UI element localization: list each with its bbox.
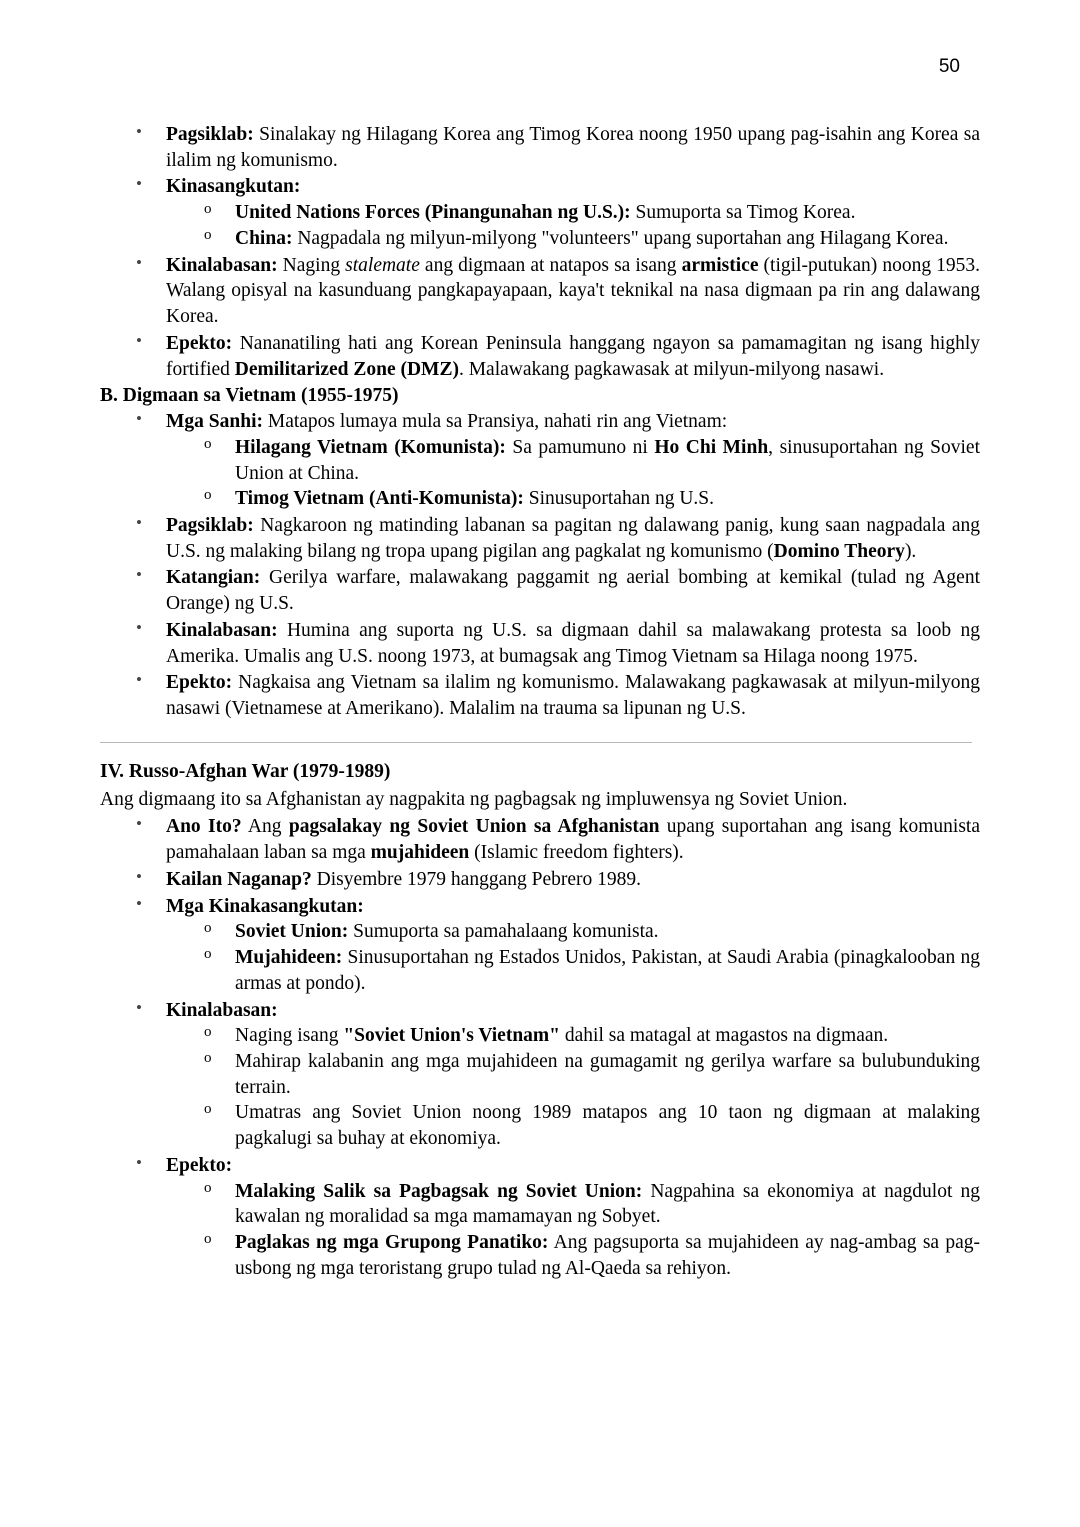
list-item (134, 253, 980, 330)
list-item-text: Sinusuportahan ng Estados Unidos, Pakistan, at Saudi Arabia (pinagkalooban ng armas at pondo). (235, 947, 980, 994)
list-item-text: Naging stalemate ang digmaan at natapos sa isang armistice (tigil-putukan) noong 1953. Walang opisyal na kasunduang pangkapayapaan, kaya't teknikal na nasa digmaan pa rin ang dalawang Korea. (166, 254, 980, 328)
list-item-label: Timog Vietnam (Anti-Komunista): (235, 488, 524, 510)
list-item (134, 998, 980, 1152)
list-item-label: Kinalabasan: (166, 254, 278, 276)
list-item-label: Ano Ito? (166, 816, 242, 838)
list-item-text: Gerilya warfare, malawakang paggamit ng aerial bombing at kemikal (tulad ng Agent Orange) ng U.S. (166, 567, 980, 615)
list-item-text: Matapos lumaya mula sa Pransiya, nahati rin ang Vietnam: (262, 411, 728, 433)
korea-war-list (100, 122, 980, 382)
list-item-label: Pagsiklab: (166, 124, 254, 145)
list-item-label: Kailan Naganap? (166, 868, 312, 890)
list-item (134, 618, 980, 669)
list-item-label: Soviet Union: (235, 921, 349, 943)
russo-afghan-effects-list (166, 1179, 980, 1282)
list-item-text: Sinusuportahan ng U.S. (523, 488, 715, 510)
list-item (134, 1153, 980, 1282)
list-item-label: Hilagang Vietnam (Komunista): (235, 436, 506, 458)
list-item-text: Sumuporta sa Timog Korea. (630, 202, 856, 224)
list-item (200, 486, 980, 512)
list-item-text: Nagkaroon ng matinding labanan sa pagitan ng dalawang panig, kung saan nagpadala ang U.S. ng malaking bilang ng tropa upang pigilan ang pagkalat ng komunismo (Domino Theory). (166, 515, 980, 562)
list-item (200, 1049, 980, 1100)
list-item-text: Naging isang "Soviet Union's Vietnam" dahil sa matagal at magastos na digmaan. (235, 1025, 889, 1047)
list-item (200, 226, 980, 252)
list-item-label: Pagsiklab: (166, 515, 254, 537)
list-item-label: Mga Sanhi: (166, 411, 263, 433)
list-item-label: Katangian: (166, 567, 261, 589)
list-item (200, 200, 980, 226)
list-item (134, 513, 980, 564)
list-item-text: Sa pamumuno ni Ho Chi Minh, sinusuportahan ng Soviet Union at China. (235, 436, 980, 484)
list-item-text: Ang pagsalakay ng Soviet Union sa Afghanistan upang suportahan ang isang komunista pamahalaan laban sa mga mujahideen (Islamic freedom fighters). (166, 816, 980, 864)
korea-participants-list (166, 200, 980, 251)
list-item (200, 1179, 980, 1230)
list-item (200, 1100, 980, 1151)
vietnam-division-list (166, 435, 980, 512)
list-item (134, 174, 980, 251)
list-item-label: United Nations Forces (Pinangunahan ng U.S.): (235, 202, 631, 224)
list-item-text: Ang pagsuporta sa mujahideen ay nag-ambag sa pag-usbong ng mga teroristang grupo tulad ng Al-Qaeda sa rehiyon. (235, 1232, 981, 1279)
list-item (134, 565, 980, 616)
list-item (134, 122, 980, 173)
section-heading-russo-afghan: IV. Russo-Afghan War (1979-1989) (100, 760, 391, 782)
vietnam-war-list (100, 409, 980, 722)
list-item-text: Nagpadala ng milyun-milyong "volunteers" upang suportahan ang Hilagang Korea. (292, 227, 949, 249)
list-item (134, 331, 980, 382)
list-item (200, 1023, 980, 1049)
list-item-text: Sinalakay ng Hilagang Korea ang Timog Korea noong 1950 upang pag-isahin ang Korea sa ilalim ng komunismo. (166, 124, 980, 171)
russo-afghan-list (100, 814, 980, 1281)
list-item (200, 435, 980, 486)
list-item (200, 945, 980, 996)
section-heading-vietnam: B. Digmaan sa Vietnam (1955-1975) (100, 385, 399, 407)
section-intro-paragraph: Ang digmaang ito sa Afghanistan ay nagpakita ng pagbagsak ng impluwensya ng Soviet Union. (100, 788, 848, 810)
list-item-label: Mujahideen: (235, 947, 343, 969)
russo-afghan-participants-list (166, 919, 980, 996)
list-item (134, 670, 980, 721)
list-item-label: Kinalabasan: (166, 619, 278, 641)
section-divider (100, 742, 972, 743)
list-item-text: Disyembre 1979 hanggang Pebrero 1989. (311, 868, 642, 890)
russo-afghan-outcomes-list (166, 1023, 980, 1152)
list-item-text: Sumuporta sa pamahalaang komunista. (348, 921, 659, 943)
list-item-text: Umatras ang Soviet Union noong 1989 matapos ang 10 taon ng digmaan at malaking pagkalugi sa buhay at ekonomiya. (235, 1102, 980, 1150)
list-item-label: Kinalabasan: (166, 999, 278, 1021)
list-item-label: Kinasangkutan: (166, 176, 301, 198)
list-item-label: China: (235, 227, 293, 249)
list-item-text: Nananatiling hati ang Korean Peninsula hanggang ngayon sa pamamagitan ng isang highly fortified Demilitarized Zone (DMZ). Malawakang pagkawasak at milyun-milyong nasawi. (166, 332, 980, 380)
list-item-label: Epekto: (166, 332, 233, 354)
list-item (134, 867, 980, 893)
list-item-text: Nagkaisa ang Vietnam sa ilalim ng komunismo. Malawakang pagkawasak at milyun-milyong nasawi (Vietnamese at Amerikano). Malalim na trauma sa lipunan ng U.S. (166, 672, 980, 720)
list-item-text: Humina ang suporta ng U.S. sa digmaan dahil sa malawakang protesta sa loob ng Amerika. Umalis ang U.S. noong 1973, at bumagsak ang Timog Vietnam sa Hilaga noong 1975. (166, 619, 980, 667)
list-item-label: Epekto: (166, 672, 233, 694)
page-number: 50 (938, 56, 960, 77)
list-item (134, 814, 980, 865)
list-item (134, 894, 980, 997)
list-item (200, 919, 980, 945)
list-item-text: Nagpahina sa ekonomiya at nagdulot ng kawalan ng moralidad sa mga mamamayan ng Sobyet. (235, 1180, 980, 1228)
list-item (134, 409, 980, 512)
list-item-label: Mga Kinakasangkutan: (166, 895, 364, 917)
list-item-text: Mahirap kalabanin ang mga mujahideen na gumagamit ng gerilya warfare sa bulubunduking terrain. (235, 1050, 980, 1098)
list-item (200, 1230, 980, 1281)
list-item-label: Paglakas ng mga Grupong Panatiko: (235, 1232, 549, 1254)
list-item-label: Malaking Salik sa Pagbagsak ng Soviet Union: (235, 1180, 643, 1202)
list-item-label: Epekto: (166, 1154, 233, 1176)
